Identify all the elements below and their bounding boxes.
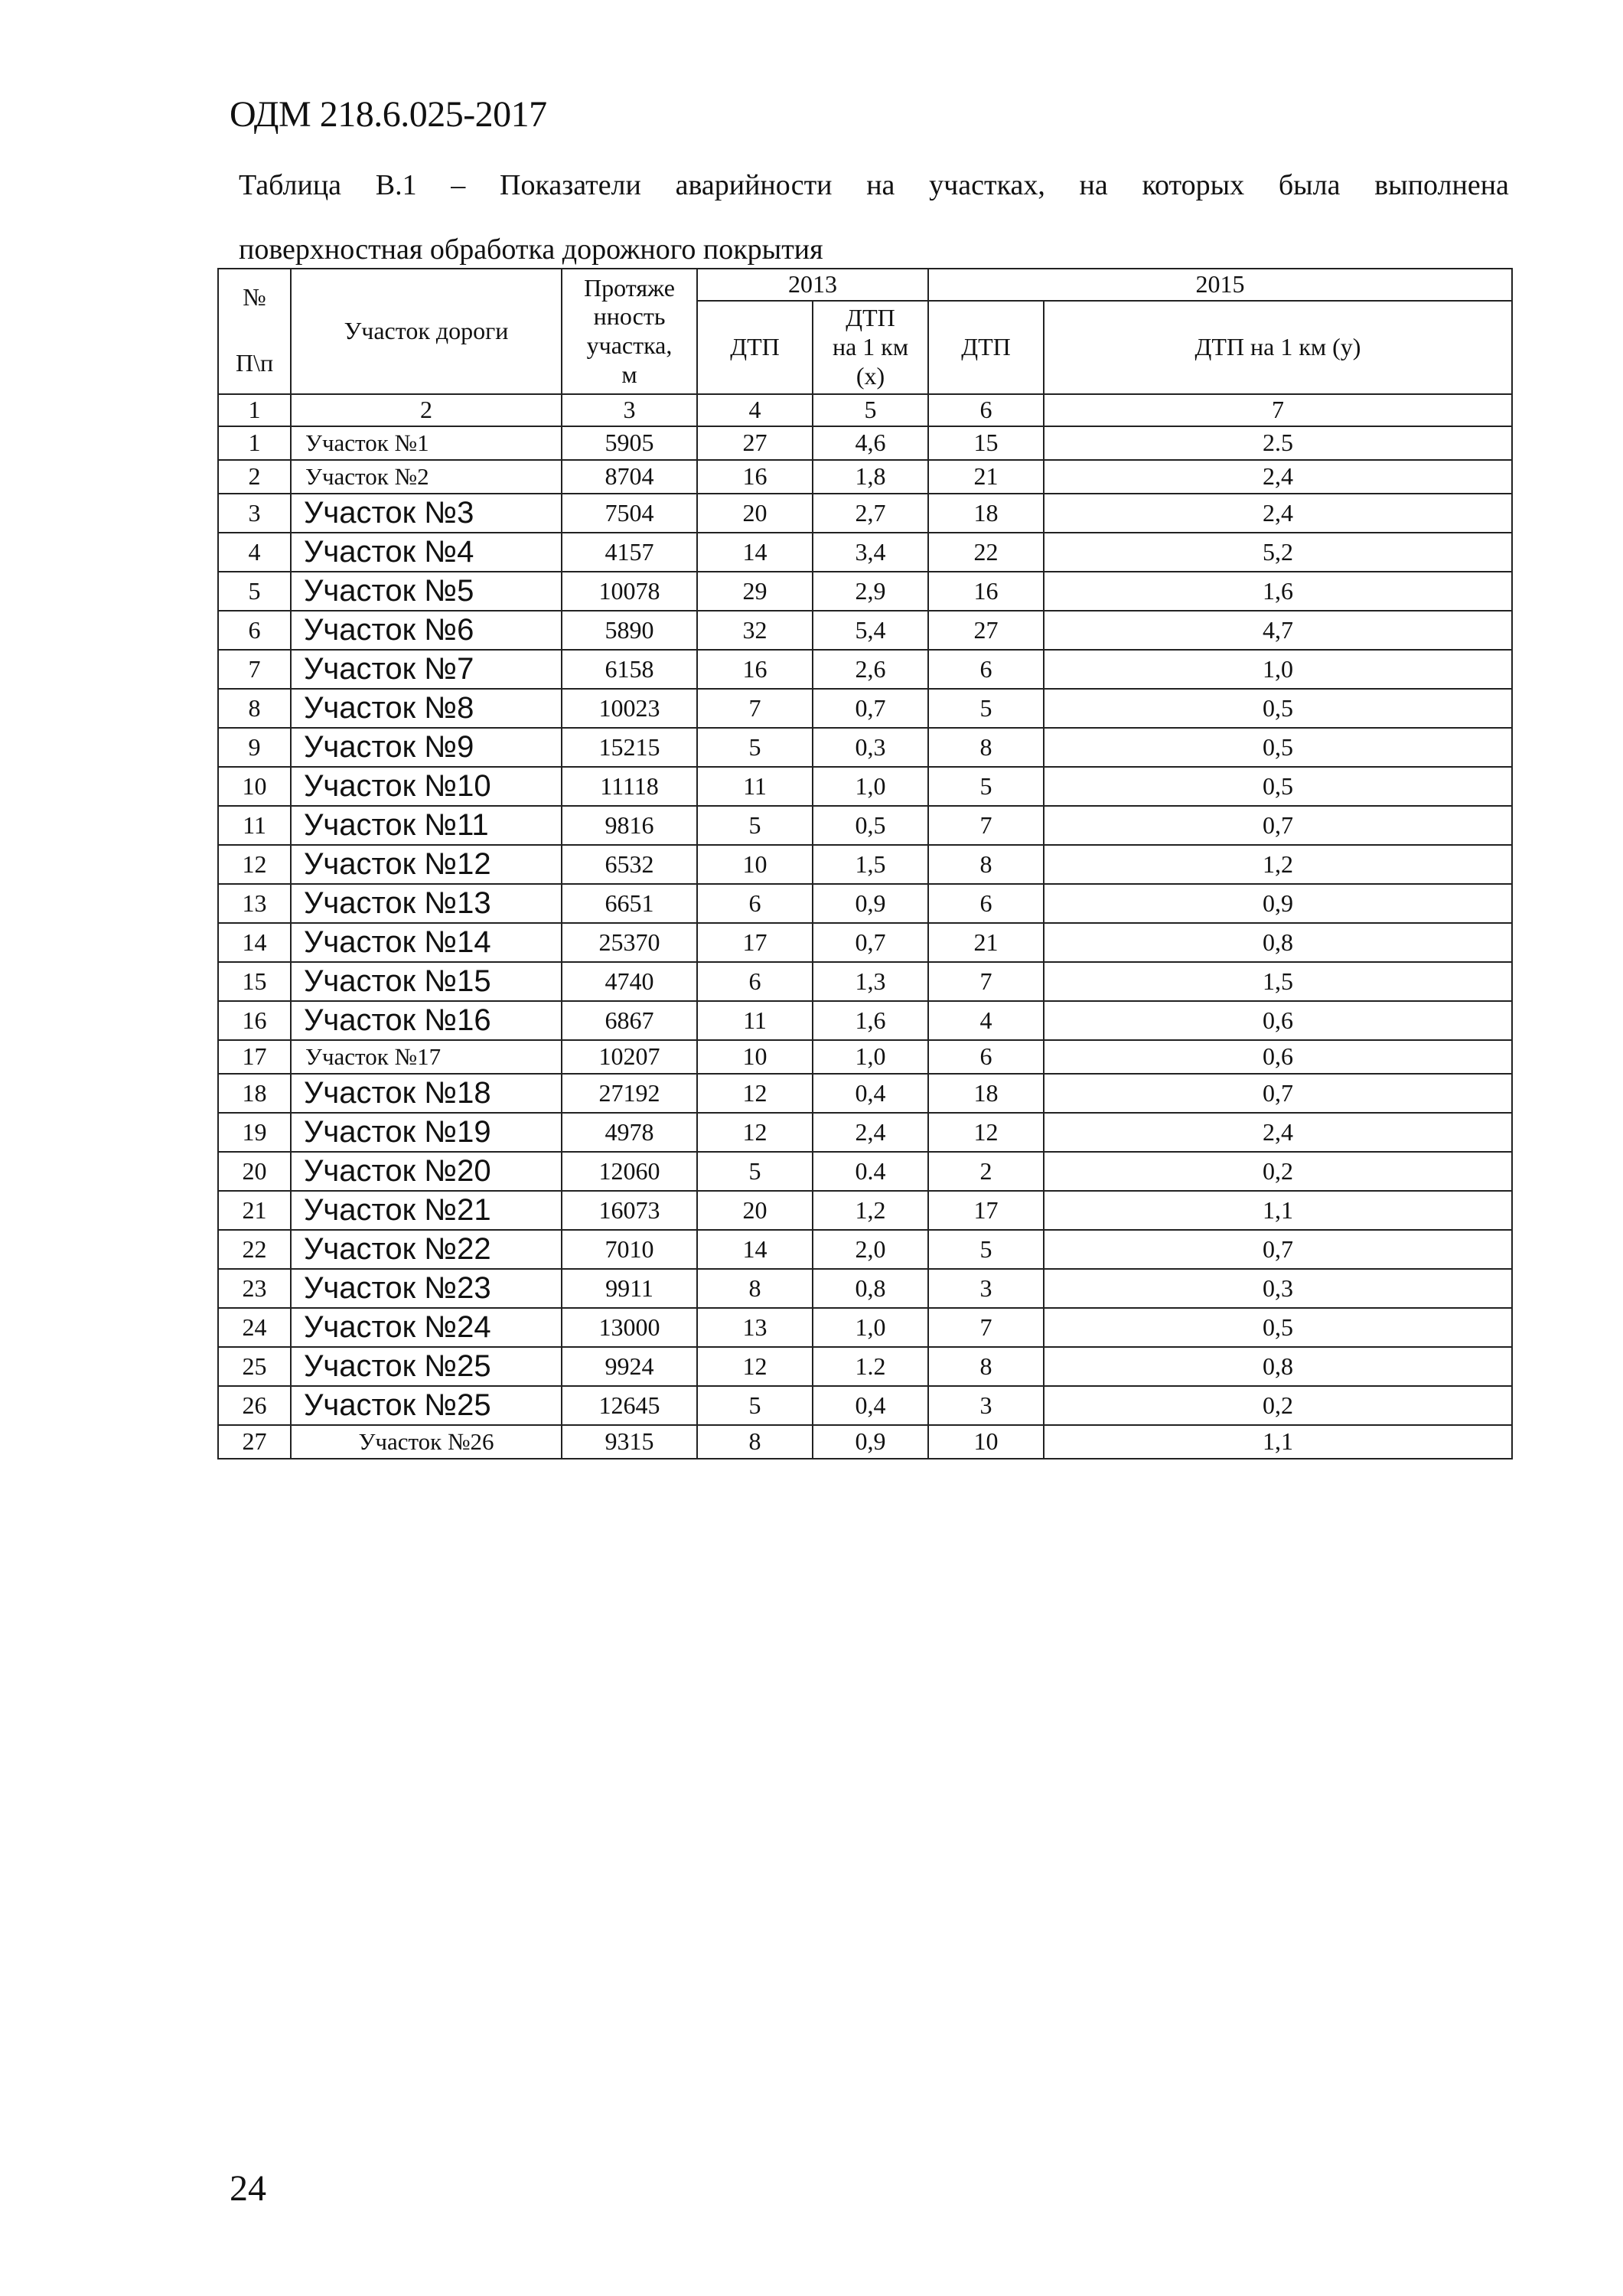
cell-section: Участок №21 [291, 1191, 562, 1230]
cell-dtp-2013: 13 [697, 1308, 813, 1347]
header-dtp-per-km-2013 [813, 301, 928, 394]
cell-length: 9911 [562, 1269, 697, 1308]
header-number-sign: № [243, 283, 266, 311]
cell-dtp-per-km-2013: 2,7 [813, 494, 928, 533]
header-length-line: нность [593, 302, 666, 331]
cell-dtp-per-km-2015: 1,2 [1044, 845, 1512, 884]
table-row [218, 923, 1512, 962]
cell-dtp-2015: 21 [928, 460, 1044, 494]
cell-dtp-2015: 4 [928, 1001, 1044, 1040]
cell-index: 21 [218, 1191, 291, 1230]
cell-dtp-per-km-2015: 0,8 [1044, 923, 1512, 962]
cell-length: 4157 [562, 533, 697, 572]
cell-section: Участок №23 [291, 1269, 562, 1308]
cell-dtp-2013: 11 [697, 767, 813, 806]
cell-index: 17 [218, 1040, 291, 1074]
cell-dtp-per-km-2013: 0,3 [813, 728, 928, 767]
cell-dtp-per-km-2013: 0,7 [813, 689, 928, 728]
cell-section: Участок №24 [291, 1308, 562, 1347]
cell-dtp-2013: 5 [697, 1152, 813, 1191]
cell-length: 6532 [562, 845, 697, 884]
cell-dtp-per-km-2015: 2.5 [1044, 426, 1512, 460]
cell-section: Участок №26 [291, 1425, 562, 1459]
cell-dtp-2013: 32 [697, 611, 813, 650]
cell-dtp-per-km-2013: 1,0 [813, 767, 928, 806]
cell-index: 13 [218, 884, 291, 923]
cell-dtp-2015: 18 [928, 1074, 1044, 1113]
cell-dtp-per-km-2015: 0,7 [1044, 1230, 1512, 1269]
cell-dtp-2015: 21 [928, 923, 1044, 962]
cell-section: Участок №19 [291, 1113, 562, 1152]
cell-dtp-2013: 29 [697, 572, 813, 611]
document-code: ОДМ 218.6.025-2017 [230, 94, 547, 135]
table-row [218, 1074, 1512, 1113]
cell-dtp-2015: 5 [928, 767, 1044, 806]
table-row [218, 1308, 1512, 1347]
cell-dtp-per-km-2013: 3,4 [813, 533, 928, 572]
cell-dtp-per-km-2013: 1,0 [813, 1308, 928, 1347]
header-pp: П\п [235, 349, 274, 377]
table-row [218, 1113, 1512, 1152]
cell-section: Участок №17 [291, 1040, 562, 1074]
table-row [218, 1152, 1512, 1191]
table-row [218, 728, 1512, 767]
caption-word: выполнена [1374, 169, 1509, 201]
cell-dtp-per-km-2013: 1.2 [813, 1347, 928, 1386]
column-number: 6 [928, 394, 1044, 426]
cell-length: 6867 [562, 1001, 697, 1040]
cell-dtp-2015: 3 [928, 1386, 1044, 1425]
cell-dtp-per-km-2015: 0,9 [1044, 884, 1512, 923]
cell-dtp-2015: 8 [928, 845, 1044, 884]
cell-dtp-2015: 6 [928, 650, 1044, 689]
cell-index: 11 [218, 806, 291, 845]
column-number: 2 [291, 394, 562, 426]
cell-dtp-per-km-2015: 5,2 [1044, 533, 1512, 572]
cell-dtp-per-km-2015: 0,7 [1044, 1074, 1512, 1113]
cell-dtp-2013: 8 [697, 1269, 813, 1308]
cell-dtp-2013: 5 [697, 806, 813, 845]
cell-length: 15215 [562, 728, 697, 767]
cell-length: 16073 [562, 1191, 697, 1230]
cell-section: Участок №10 [291, 767, 562, 806]
cell-dtp-per-km-2013: 4,6 [813, 426, 928, 460]
cell-dtp-per-km-2015: 1,6 [1044, 572, 1512, 611]
table-row [218, 650, 1512, 689]
cell-dtp-2013: 16 [697, 650, 813, 689]
cell-dtp-2013: 7 [697, 689, 813, 728]
cell-dtp-2013: 6 [697, 884, 813, 923]
cell-dtp-per-km-2015: 0,5 [1044, 689, 1512, 728]
cell-dtp-2015: 8 [928, 728, 1044, 767]
caption-word: была [1278, 169, 1341, 201]
column-number: 5 [813, 394, 928, 426]
cell-dtp-per-km-2015: 0,8 [1044, 1347, 1512, 1386]
cell-dtp-2013: 17 [697, 923, 813, 962]
caption-word: на [1079, 169, 1108, 201]
cell-index: 1 [218, 426, 291, 460]
cell-dtp-2013: 20 [697, 1191, 813, 1230]
cell-dtp-per-km-2013: 0,4 [813, 1074, 928, 1113]
cell-section: Участок №11 [291, 806, 562, 845]
cell-dtp-2013: 8 [697, 1425, 813, 1459]
table-row [218, 1347, 1512, 1386]
cell-index: 26 [218, 1386, 291, 1425]
cell-index: 20 [218, 1152, 291, 1191]
cell-dtp-per-km-2013: 0,9 [813, 884, 928, 923]
column-number: 1 [218, 394, 291, 426]
cell-dtp-per-km-2015: 2,4 [1044, 460, 1512, 494]
cell-index: 19 [218, 1113, 291, 1152]
cell-length: 10023 [562, 689, 697, 728]
header-length-line: участка, [586, 331, 673, 359]
table-row [218, 962, 1512, 1001]
cell-dtp-2015: 12 [928, 1113, 1044, 1152]
column-number: 3 [562, 394, 697, 426]
table-row [218, 1269, 1512, 1308]
cell-dtp-2013: 5 [697, 1386, 813, 1425]
cell-dtp-2015: 7 [928, 806, 1044, 845]
cell-dtp-per-km-2013: 2,6 [813, 650, 928, 689]
cell-section: Участок №5 [291, 572, 562, 611]
table-row [218, 533, 1512, 572]
cell-dtp-per-km-2015: 1,1 [1044, 1425, 1512, 1459]
cell-index: 16 [218, 1001, 291, 1040]
cell-index: 4 [218, 533, 291, 572]
cell-dtp-2013: 11 [697, 1001, 813, 1040]
cell-dtp-per-km-2015: 0,5 [1044, 728, 1512, 767]
cell-section: Участок №3 [291, 494, 562, 533]
cell-length: 4740 [562, 962, 697, 1001]
cell-dtp-per-km-2013: 5,4 [813, 611, 928, 650]
cell-dtp-2013: 5 [697, 728, 813, 767]
cell-length: 6158 [562, 650, 697, 689]
cell-index: 7 [218, 650, 291, 689]
caption-word: – [451, 169, 466, 201]
cell-dtp-2015: 16 [928, 572, 1044, 611]
page-number: 24 [230, 2168, 266, 2209]
cell-dtp-per-km-2015: 2,4 [1044, 1113, 1512, 1152]
cell-index: 14 [218, 923, 291, 962]
cell-length: 12060 [562, 1152, 697, 1191]
cell-index: 2 [218, 460, 291, 494]
cell-section: Участок №4 [291, 533, 562, 572]
table-row [218, 689, 1512, 728]
table-row [218, 572, 1512, 611]
header-dtp-2015: ДТП [928, 301, 1044, 394]
cell-length: 5905 [562, 426, 697, 460]
cell-section: Участок №9 [291, 728, 562, 767]
cell-dtp-per-km-2015: 1,5 [1044, 962, 1512, 1001]
cell-dtp-per-km-2013: 1,3 [813, 962, 928, 1001]
cell-index: 22 [218, 1230, 291, 1269]
cell-dtp-2015: 6 [928, 884, 1044, 923]
cell-length: 9816 [562, 806, 697, 845]
table-row [218, 1425, 1512, 1459]
cell-section: Участок №6 [291, 611, 562, 650]
cell-section: Участок №12 [291, 845, 562, 884]
cell-section: Участок №2 [291, 460, 562, 494]
header-dtp-per-km-2015: ДТП на 1 км (y) [1044, 301, 1512, 394]
table-row [218, 460, 1512, 494]
cell-dtp-per-km-2013: 1,2 [813, 1191, 928, 1230]
cell-dtp-per-km-2015: 0,2 [1044, 1152, 1512, 1191]
table-row [218, 845, 1512, 884]
cell-length: 4978 [562, 1113, 697, 1152]
cell-section: Участок №8 [291, 689, 562, 728]
cell-section: Участок №1 [291, 426, 562, 460]
cell-dtp-per-km-2013: 1,8 [813, 460, 928, 494]
table-caption [239, 153, 1509, 282]
cell-length: 7010 [562, 1230, 697, 1269]
cell-dtp-2013: 14 [697, 533, 813, 572]
cell-index: 25 [218, 1347, 291, 1386]
cell-dtp-2013: 12 [697, 1113, 813, 1152]
cell-index: 27 [218, 1425, 291, 1459]
column-number: 7 [1044, 394, 1512, 426]
cell-index: 23 [218, 1269, 291, 1308]
accident-rate-table [217, 268, 1513, 1459]
caption-word: Показатели [500, 169, 641, 201]
cell-index: 24 [218, 1308, 291, 1347]
cell-dtp-2013: 14 [697, 1230, 813, 1269]
cell-section: Участок №22 [291, 1230, 562, 1269]
cell-dtp-2013: 12 [697, 1074, 813, 1113]
cell-dtp-2015: 7 [928, 1308, 1044, 1347]
cell-section: Участок №14 [291, 923, 562, 962]
header-row-number [218, 269, 291, 394]
cell-dtp-per-km-2013: 1,0 [813, 1040, 928, 1074]
cell-dtp-per-km-2015: 0,5 [1044, 1308, 1512, 1347]
cell-dtp-2013: 27 [697, 426, 813, 460]
column-number: 4 [697, 394, 813, 426]
table-row [218, 767, 1512, 806]
cell-dtp-per-km-2013: 0,7 [813, 923, 928, 962]
cell-index: 18 [218, 1074, 291, 1113]
cell-dtp-per-km-2015: 0,5 [1044, 767, 1512, 806]
header-length-line: м [621, 360, 637, 388]
header-section-length [562, 269, 697, 394]
cell-section: Участок №16 [291, 1001, 562, 1040]
caption-word: участках, [929, 169, 1045, 201]
cell-index: 10 [218, 767, 291, 806]
header-dtp-per-km-line: на 1 км [832, 333, 909, 361]
cell-index: 12 [218, 845, 291, 884]
caption-line-1 [239, 153, 1509, 217]
table-row [218, 884, 1512, 923]
cell-dtp-2015: 8 [928, 1347, 1044, 1386]
cell-dtp-2015: 22 [928, 533, 1044, 572]
cell-length: 9924 [562, 1347, 697, 1386]
cell-dtp-2013: 12 [697, 1347, 813, 1386]
caption-word: Таблица [239, 169, 342, 201]
table-row [218, 806, 1512, 845]
table-row [218, 426, 1512, 460]
header-dtp-per-km-line: (x) [855, 361, 885, 390]
cell-dtp-2015: 2 [928, 1152, 1044, 1191]
cell-length: 11118 [562, 767, 697, 806]
cell-section: Участок №15 [291, 962, 562, 1001]
cell-dtp-per-km-2013: 0,9 [813, 1425, 928, 1459]
cell-dtp-per-km-2015: 0,6 [1044, 1001, 1512, 1040]
cell-dtp-per-km-2013: 2,0 [813, 1230, 928, 1269]
cell-dtp-per-km-2015: 1,1 [1044, 1191, 1512, 1230]
cell-dtp-per-km-2015: 1,0 [1044, 650, 1512, 689]
cell-dtp-2015: 10 [928, 1425, 1044, 1459]
cell-section: Участок №20 [291, 1152, 562, 1191]
header-road-section: Участок дороги [291, 269, 562, 394]
cell-index: 6 [218, 611, 291, 650]
cell-dtp-2013: 20 [697, 494, 813, 533]
cell-dtp-per-km-2013: 2,9 [813, 572, 928, 611]
cell-dtp-2015: 7 [928, 962, 1044, 1001]
cell-dtp-2015: 27 [928, 611, 1044, 650]
caption-word: на [866, 169, 895, 201]
cell-dtp-per-km-2013: 1,5 [813, 845, 928, 884]
cell-dtp-per-km-2013: 1,6 [813, 1001, 928, 1040]
cell-dtp-2013: 16 [697, 460, 813, 494]
cell-section: Участок №25 [291, 1386, 562, 1425]
header-year-2013: 2013 [697, 269, 928, 301]
cell-length: 25370 [562, 923, 697, 962]
cell-index: 9 [218, 728, 291, 767]
caption-word: В.1 [375, 169, 417, 201]
cell-dtp-2015: 5 [928, 689, 1044, 728]
cell-dtp-per-km-2015: 4,7 [1044, 611, 1512, 650]
cell-dtp-2015: 15 [928, 426, 1044, 460]
cell-dtp-per-km-2015: 2,4 [1044, 494, 1512, 533]
cell-dtp-per-km-2015: 0,2 [1044, 1386, 1512, 1425]
header-dtp-per-km-line: ДТП [846, 304, 895, 332]
cell-dtp-per-km-2015: 0,7 [1044, 806, 1512, 845]
caption-line-2: поверхностная обработка дорожного покрытия [239, 233, 823, 266]
cell-length: 12645 [562, 1386, 697, 1425]
cell-dtp-per-km-2013: 0.4 [813, 1152, 928, 1191]
caption-word: которых [1142, 169, 1245, 201]
cell-length: 10078 [562, 572, 697, 611]
table-row [218, 1001, 1512, 1040]
cell-section: Участок №25 [291, 1347, 562, 1386]
cell-dtp-per-km-2015: 0,6 [1044, 1040, 1512, 1074]
cell-length: 5890 [562, 611, 697, 650]
header-length-line: Протяже [584, 273, 675, 302]
cell-dtp-2013: 10 [697, 845, 813, 884]
table-row [218, 1191, 1512, 1230]
table-row [218, 494, 1512, 533]
cell-dtp-2013: 6 [697, 962, 813, 1001]
cell-section: Участок №7 [291, 650, 562, 689]
cell-index: 3 [218, 494, 291, 533]
cell-index: 8 [218, 689, 291, 728]
cell-length: 8704 [562, 460, 697, 494]
cell-section: Участок №13 [291, 884, 562, 923]
header-dtp-2013: ДТП [697, 301, 813, 394]
cell-dtp-2015: 17 [928, 1191, 1044, 1230]
cell-dtp-per-km-2013: 2,4 [813, 1113, 928, 1152]
cell-dtp-2015: 6 [928, 1040, 1044, 1074]
cell-length: 10207 [562, 1040, 697, 1074]
cell-length: 6651 [562, 884, 697, 923]
cell-length: 7504 [562, 494, 697, 533]
cell-dtp-2015: 3 [928, 1269, 1044, 1308]
cell-dtp-per-km-2013: 0,8 [813, 1269, 928, 1308]
caption-word: аварийности [675, 169, 833, 201]
table-row [218, 1230, 1512, 1269]
cell-dtp-2013: 10 [697, 1040, 813, 1074]
cell-length: 9315 [562, 1425, 697, 1459]
cell-dtp-per-km-2015: 0,3 [1044, 1269, 1512, 1308]
table-row [218, 1040, 1512, 1074]
header-year-2015: 2015 [928, 269, 1512, 301]
cell-dtp-per-km-2013: 0,4 [813, 1386, 928, 1425]
table-row [218, 1386, 1512, 1425]
cell-dtp-per-km-2013: 0,5 [813, 806, 928, 845]
cell-section: Участок №18 [291, 1074, 562, 1113]
cell-index: 15 [218, 962, 291, 1001]
cell-dtp-2015: 5 [928, 1230, 1044, 1269]
table-row [218, 611, 1512, 650]
cell-length: 27192 [562, 1074, 697, 1113]
cell-dtp-2015: 18 [928, 494, 1044, 533]
cell-index: 5 [218, 572, 291, 611]
cell-length: 13000 [562, 1308, 697, 1347]
